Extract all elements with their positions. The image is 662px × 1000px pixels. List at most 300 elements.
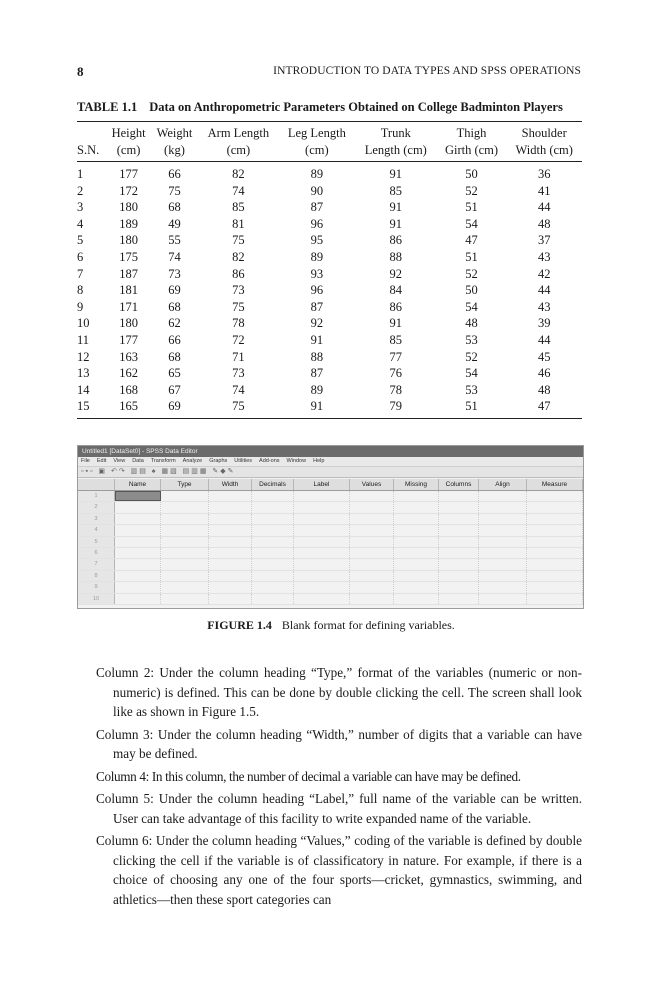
table-body — [77, 162, 582, 419]
spss-toolbar: ▫▪▫ ▣ ↶↷ ▥▤ ♠ ▦▧ ▤▥▦ ✎◆✎ — [78, 467, 583, 478]
spss-grid-header-cell: Name — [115, 479, 161, 490]
table-cell: 177 — [119, 332, 138, 347]
col-header-trunk-length: Trunk Length (cm) — [355, 122, 437, 162]
table-cell: 165 — [106, 398, 151, 418]
spss-grid-cell — [161, 548, 209, 558]
spss-grid-cell — [294, 559, 350, 569]
table-cell: 88 — [389, 249, 403, 264]
spss-grid-cell — [479, 514, 527, 524]
spss-grid-cell — [439, 571, 479, 581]
spss-grid-cell — [252, 537, 294, 547]
spss-grid-rows — [78, 491, 583, 605]
spss-grid-cell — [115, 582, 161, 592]
page-number: 8 — [77, 64, 84, 79]
spss-grid-header-cell: Values — [350, 479, 394, 490]
spss-grid-cell — [115, 491, 161, 501]
spss-grid-cell — [209, 491, 252, 501]
figure-caption-text: Blank format for defining variables. — [281, 618, 455, 632]
spss-grid-cell — [294, 491, 350, 501]
col-header-height: Height (cm) — [106, 122, 151, 162]
table-cell: 50 — [465, 283, 478, 298]
spss-row-number: 6 — [78, 548, 115, 558]
spss-grid-cell — [161, 514, 209, 524]
spss-grid-row — [78, 491, 583, 502]
paragraph-column-5: Column 5: Under the column heading “Label,” full name of the variable can be written. User can take advantage of this facility to write expanded name of the variable. — [96, 791, 582, 826]
table-cell: 53 — [465, 382, 478, 397]
spss-grid-cell — [439, 537, 479, 547]
spss-menu-item: Analyze — [182, 458, 203, 464]
table-cell: 3 — [77, 200, 84, 215]
spss-grid-cell — [479, 571, 527, 581]
table-cell: 54 — [465, 299, 478, 314]
table-cell: 91 — [389, 167, 403, 181]
spss-menu-item: Transform — [150, 458, 176, 464]
spss-grid-cell — [527, 571, 583, 581]
spss-grid-cell — [439, 548, 479, 558]
table-cell: 91 — [389, 216, 403, 231]
spss-grid-cell — [294, 525, 350, 535]
table-cell: 74 — [168, 249, 181, 264]
table-cell: 48 — [537, 216, 551, 231]
spss-grid-cell — [439, 525, 479, 535]
table-cell: 96 — [310, 283, 324, 298]
spss-grid-cell — [294, 582, 350, 592]
spss-grid-header-cell: Align — [479, 479, 527, 490]
table-cell: 91 — [279, 398, 355, 418]
table-cell: 7 — [77, 266, 84, 281]
spss-grid-cell — [252, 571, 294, 581]
spss-grid-cell — [209, 502, 252, 512]
table-cell: 89 — [310, 249, 324, 264]
table-cell: 172 — [119, 183, 138, 198]
table-cell: 86 — [389, 299, 403, 314]
spss-grid-cell — [527, 582, 583, 592]
spss-grid-cell — [209, 537, 252, 547]
spss-grid-cell — [115, 537, 161, 547]
spss-grid-cell — [394, 559, 439, 569]
table-cell: 69 — [151, 398, 198, 418]
table-row — [77, 382, 582, 399]
table-cell: 48 — [465, 316, 478, 331]
table-cell: 163 — [119, 349, 138, 364]
spss-grid-header-cell — [78, 479, 115, 490]
table-cell: 43 — [537, 299, 551, 314]
table-cell: 171 — [119, 299, 138, 314]
table-cell: 54 — [465, 216, 478, 231]
table-cell: 75 — [232, 233, 245, 248]
spss-menu-item: Add-ons — [259, 458, 280, 464]
spss-grid-cell — [479, 582, 527, 592]
table-cell: 69 — [168, 283, 181, 298]
table-cell: 8 — [77, 283, 84, 298]
spss-grid-row — [78, 594, 583, 605]
spss-grid-row — [78, 559, 583, 570]
spss-grid-cell — [209, 571, 252, 581]
spss-menu-item: Utilities — [234, 458, 253, 464]
table-cell: 44 — [537, 200, 551, 215]
table-cell: 81 — [232, 216, 245, 231]
spss-row-number: 9 — [78, 582, 115, 592]
table-cell: 87 — [310, 366, 324, 381]
spss-grid-cell — [439, 502, 479, 512]
table-cell: 73 — [232, 283, 245, 298]
paragraph-column-6: Column 6: Under the column heading “Values,” coding of the variable is defined by double clicking the cell if the variable is of classificatory in nature. For example, if there is a choice of choosing any one of the four sports—cricket, gymnastics, swimming, and athletics—then these sport categories can — [96, 833, 582, 907]
spss-grid-cell — [394, 582, 439, 592]
spss-row-number: 5 — [78, 537, 115, 547]
spss-grid-cell — [350, 502, 394, 512]
paragraph-column-2: Column 2: Under the column heading “Type,” format of the variables (numeric or non-numeric) is defined. This can be done by double clicking the cell. The screen shall look like as shown in Figure 1.5. — [96, 665, 582, 719]
spss-grid-cell — [350, 491, 394, 501]
spss-grid-cell — [161, 582, 209, 592]
table-cell: 89 — [310, 167, 324, 181]
table-cell: 79 — [355, 398, 437, 418]
spss-row-number: 4 — [78, 525, 115, 535]
table-cell: 78 — [232, 316, 245, 331]
spss-window-title: Untitled1 [DataSet0] - SPSS Data Editor — [78, 446, 583, 457]
table-cell: 68 — [168, 200, 181, 215]
table-cell: 75 — [198, 398, 279, 418]
paragraph-column-3: Column 3: Under the column heading “Width,” number of digits that a variable can have may be defined. — [96, 726, 582, 761]
spss-grid-header-cell: Type — [161, 479, 209, 490]
table-cell: 55 — [168, 233, 181, 248]
table-cell: 41 — [537, 183, 551, 198]
table-cell: 9 — [77, 299, 84, 314]
table-cell: 50 — [465, 167, 478, 181]
spss-grid-cell — [394, 502, 439, 512]
col-header-weight: Weight (kg) — [151, 122, 198, 162]
table-cell: 6 — [77, 249, 84, 264]
table-cell: 13 — [77, 366, 90, 381]
spss-grid-header-cell: Decimals — [252, 479, 294, 490]
table-cell: 66 — [168, 167, 181, 181]
table-cell: 71 — [232, 349, 245, 364]
table-cell: 75 — [168, 183, 181, 198]
table-cell: 180 — [119, 200, 138, 215]
body-text — [96, 663, 582, 912]
table-cell: 85 — [389, 183, 403, 198]
spss-grid-cell — [439, 594, 479, 604]
spss-grid-cell — [209, 514, 252, 524]
table-cell: 39 — [537, 316, 551, 331]
spss-grid-row — [78, 537, 583, 548]
spss-grid-cell — [252, 491, 294, 501]
table-cell: 82 — [232, 249, 245, 264]
spss-grid-cell — [252, 548, 294, 558]
table-row — [77, 398, 582, 418]
spss-grid-cell — [350, 537, 394, 547]
spss-grid-cell — [479, 491, 527, 501]
table-cell: 53 — [465, 332, 478, 347]
spss-grid-row — [78, 525, 583, 536]
table-cell: 162 — [119, 366, 138, 381]
spss-grid-cell — [161, 559, 209, 569]
spss-menu-item: Graphs — [209, 458, 228, 464]
spss-grid-cell — [294, 502, 350, 512]
spss-grid-cell — [115, 548, 161, 558]
spss-grid-cell — [252, 559, 294, 569]
spss-grid-cell — [115, 514, 161, 524]
anthropometric-table — [77, 121, 582, 419]
spss-grid-cell — [527, 502, 583, 512]
spss-grid-cell — [527, 548, 583, 558]
col-header-thigh-girth: Thigh Girth (cm) — [437, 122, 507, 162]
table-cell: 92 — [310, 316, 324, 331]
table-cell: 75 — [232, 299, 245, 314]
spss-menu-item: Data — [132, 458, 144, 464]
table-cell: 2 — [77, 183, 84, 198]
table-cell: 15 — [77, 398, 106, 418]
table-cell: 51 — [465, 200, 478, 215]
spss-grid-header-cell: Width — [209, 479, 252, 490]
spss-grid-cell — [161, 594, 209, 604]
table-cell: 96 — [310, 216, 324, 231]
spss-menu-item: Window — [286, 458, 307, 464]
table-cell: 78 — [389, 382, 403, 397]
table-header-row — [77, 122, 582, 162]
spss-grid-cell — [294, 594, 350, 604]
spss-grid-cell — [115, 571, 161, 581]
spss-grid-cell — [439, 491, 479, 501]
table-cell: 87 — [310, 200, 324, 215]
table-cell: 82 — [232, 167, 245, 181]
table-cell: 73 — [232, 366, 245, 381]
table-cell: 1 — [77, 167, 84, 181]
spss-grid-cell — [394, 491, 439, 501]
col-header-sn: S.N. — [77, 122, 106, 162]
spss-grid-cell — [161, 491, 209, 501]
spss-grid-cell — [161, 571, 209, 581]
page-header — [77, 64, 581, 82]
table-row — [77, 216, 582, 233]
table-cell: 68 — [168, 349, 181, 364]
table-cell: 91 — [310, 332, 324, 347]
table-row — [77, 183, 582, 200]
table-row — [77, 349, 582, 366]
spss-grid-cell — [527, 491, 583, 501]
table-cell: 47 — [506, 398, 582, 418]
spss-menu-item: Edit — [96, 458, 107, 464]
table-cell: 74 — [232, 183, 245, 198]
spss-grid-cell — [294, 548, 350, 558]
spss-grid-cell — [294, 514, 350, 524]
spss-grid-cell — [394, 594, 439, 604]
spss-grid-row — [78, 502, 583, 513]
table-cell: 48 — [537, 382, 551, 397]
table-cell: 4 — [77, 216, 84, 231]
spss-grid-cell — [394, 571, 439, 581]
spss-grid-cell — [209, 548, 252, 558]
table-row — [77, 315, 582, 332]
spss-grid-cell — [439, 514, 479, 524]
table-cell: 10 — [77, 316, 90, 331]
spss-grid-cell — [252, 502, 294, 512]
spss-row-number: 3 — [78, 514, 115, 524]
spss-row-number: 2 — [78, 502, 115, 512]
table-cell: 42 — [537, 266, 551, 281]
table-cell: 11 — [77, 332, 90, 347]
spss-grid-cell — [479, 525, 527, 535]
table-row — [77, 199, 582, 216]
table-cell: 52 — [465, 349, 478, 364]
table-cell: 52 — [465, 183, 478, 198]
table-cell: 168 — [119, 382, 138, 397]
col-header-arm-length: Arm Length (cm) — [198, 122, 279, 162]
table-cell: 51 — [437, 398, 507, 418]
spss-grid-cell — [394, 548, 439, 558]
spss-grid-row — [78, 571, 583, 582]
table-cell: 51 — [465, 249, 478, 264]
table-number: TABLE 1.1 — [77, 100, 138, 114]
spss-row-number: 8 — [78, 571, 115, 581]
table-cell: 44 — [537, 332, 551, 347]
table-cell: 189 — [119, 216, 138, 231]
table-cell: 93 — [310, 266, 324, 281]
spss-grid-header-cell: Missing — [394, 479, 439, 490]
spss-grid-cell — [479, 559, 527, 569]
spss-grid-cell — [439, 559, 479, 569]
figure-caption — [0, 618, 662, 633]
spss-grid-header-cell: Columns — [439, 479, 479, 490]
table-cell: 37 — [537, 233, 551, 248]
spss-grid-cell — [161, 502, 209, 512]
spss-grid-cell — [439, 582, 479, 592]
table-cell: 45 — [537, 349, 551, 364]
spss-grid-cell — [209, 525, 252, 535]
table-row — [77, 162, 582, 183]
spss-grid-cell — [350, 582, 394, 592]
table-cell: 180 — [119, 233, 138, 248]
spss-grid-cell — [350, 594, 394, 604]
table-cell: 175 — [119, 249, 138, 264]
table-title: Data on Anthropometric Parameters Obtained on College Badminton Players — [149, 100, 563, 114]
table-cell: 187 — [119, 266, 138, 281]
table-cell: 65 — [168, 366, 181, 381]
spss-grid-cell — [209, 559, 252, 569]
spss-grid-cell — [115, 502, 161, 512]
table-cell: 88 — [310, 349, 324, 364]
paragraph-column-4: Column 4: In this column, the number of decimal a variable can have may be defined. — [96, 768, 521, 784]
spss-grid-cell — [527, 594, 583, 604]
spss-grid-cell — [350, 571, 394, 581]
table-cell: 86 — [232, 266, 245, 281]
spss-grid-cell — [394, 525, 439, 535]
spss-grid-cell — [479, 537, 527, 547]
spss-grid-cell — [394, 537, 439, 547]
table-cell: 52 — [465, 266, 478, 281]
spss-grid-cell — [209, 582, 252, 592]
table-caption — [77, 100, 587, 115]
table-cell: 180 — [119, 316, 138, 331]
table-cell: 77 — [389, 349, 403, 364]
table-cell: 72 — [232, 332, 245, 347]
table-cell: 49 — [168, 216, 181, 231]
table-cell: 54 — [465, 366, 478, 381]
table-cell: 181 — [119, 283, 138, 298]
spss-grid-cell — [209, 594, 252, 604]
spss-grid-cell — [350, 559, 394, 569]
table-cell: 73 — [168, 266, 181, 281]
spss-grid-cell — [527, 514, 583, 524]
table-cell: 84 — [389, 283, 403, 298]
spss-grid-cell — [252, 594, 294, 604]
table-cell: 85 — [389, 332, 403, 347]
table-cell: 46 — [537, 366, 551, 381]
table-row — [77, 266, 582, 283]
table-row — [77, 299, 582, 316]
col-header-shoulder-width: Shoulder Width (cm) — [506, 122, 582, 162]
running-head: INTRODUCTION TO DATA TYPES AND SPSS OPERATIONS — [273, 65, 581, 77]
spss-grid-cell — [479, 548, 527, 558]
spss-row-number: 10 — [78, 594, 115, 604]
table-cell: 89 — [310, 382, 324, 397]
table-cell: 90 — [310, 183, 324, 198]
table-cell: 14 — [77, 382, 90, 397]
table-row — [77, 332, 582, 349]
table-cell: 91 — [389, 200, 403, 215]
table-cell: 12 — [77, 349, 90, 364]
spss-grid-cell — [294, 571, 350, 581]
spss-grid-row — [78, 548, 583, 559]
spss-grid-row — [78, 514, 583, 525]
spss-screenshot — [77, 445, 584, 609]
spss-menu-item: Help — [313, 458, 325, 464]
table-cell: 47 — [465, 233, 478, 248]
table-row — [77, 365, 582, 382]
spss-grid-cell — [350, 514, 394, 524]
table-cell: 66 — [168, 332, 181, 347]
spss-row-number: 1 — [78, 491, 115, 501]
table-cell: 92 — [389, 266, 403, 281]
spss-grid-cell — [115, 559, 161, 569]
spss-grid-cell — [252, 525, 294, 535]
col-header-leg-length: Leg Length (cm) — [279, 122, 355, 162]
table-cell: 87 — [310, 299, 324, 314]
table-cell: 43 — [537, 249, 551, 264]
table-row — [77, 249, 582, 266]
spss-grid-header-cell: Measure — [527, 479, 583, 490]
spss-grid-cell — [479, 502, 527, 512]
table-cell: 44 — [537, 283, 551, 298]
spss-grid-cell — [294, 537, 350, 547]
spss-grid-cell — [527, 537, 583, 547]
spss-grid-cell — [479, 594, 527, 604]
spss-grid-cell — [161, 537, 209, 547]
table-cell: 74 — [232, 382, 245, 397]
spss-menubar — [78, 457, 583, 467]
spss-grid-cell — [350, 548, 394, 558]
table-cell: 76 — [389, 366, 403, 381]
table-cell: 91 — [389, 316, 403, 331]
table-row — [77, 232, 582, 249]
spss-grid-cell — [161, 525, 209, 535]
table-cell: 177 — [119, 167, 138, 181]
spss-grid-cell — [527, 525, 583, 535]
table-cell: 95 — [310, 233, 324, 248]
spss-menu-item: File — [81, 458, 90, 464]
spss-grid-cell — [115, 525, 161, 535]
figure-number: FIGURE 1.4 — [207, 618, 272, 632]
table-row — [77, 282, 582, 299]
spss-grid-cell — [394, 514, 439, 524]
spss-grid-cell — [350, 525, 394, 535]
spss-row-number: 7 — [78, 559, 115, 569]
spss-variable-grid — [78, 479, 583, 605]
table-cell: 62 — [168, 316, 181, 331]
spss-grid-cell — [115, 594, 161, 604]
table-cell: 5 — [77, 233, 84, 248]
spss-grid-cell — [252, 514, 294, 524]
table-cell: 68 — [168, 299, 181, 314]
